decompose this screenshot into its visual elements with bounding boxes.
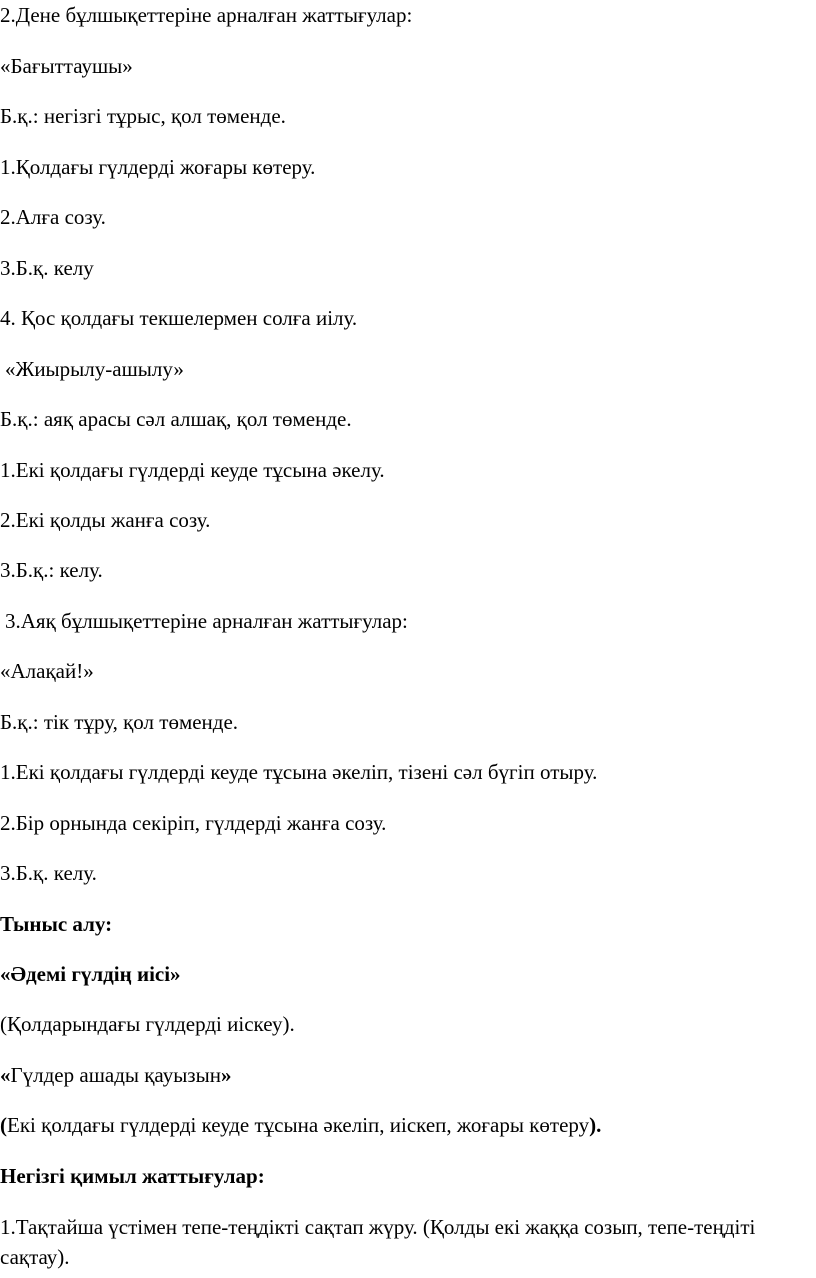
starting-position-2: Б.қ.: аяқ арасы сәл алшақ, қол төменде. [0,407,352,431]
exercise-step: 1.Екі қолдағы гүлдерді кеуде тұсына әкеліп, тізені сәл бүгіп отыру. [0,760,598,784]
exercise-step: 3.Б.қ. келу [0,256,94,280]
section-heading-leg-muscles: 3.Аяқ бұлшықеттеріне арналған жаттығулар: [5,609,408,633]
starting-position-3: Б.қ.: тік тұру, қол төменде. [0,710,239,734]
close-quote: » [220,1063,232,1087]
breathing-description-2 [0,1113,601,1137]
starting-position-1: Б.қ.: негізгі тұрыс, қол төменде. [0,104,286,128]
game-title-flower-scent: «Әдемі гүлдің иісі» [0,962,181,986]
open-quote: « [0,1063,11,1087]
game-title-zhiyrylu: «Жиырылу-ашылу» [5,357,184,381]
breathing-description-2-text: Екі қолдағы гүлдерді кеуде тұсына әкеліп, иіскеп, жоғары көтеру [7,1113,590,1137]
game-title-alakai: «Алақай!» [0,659,94,683]
close-paren: ). [589,1113,602,1137]
game-title-flowers-open [0,1063,231,1087]
section-heading-main-movements: Негізгі қимыл жаттығулар: [0,1164,265,1188]
exercise-step: 2.Бір орнында секіріп, гүлдерді жанға созу. [0,811,387,835]
exercise-step: 1.Қолдағы гүлдерді жоғары көтеру. [0,155,316,179]
exercise-step: 1.Екі қолдағы гүлдерді кеуде тұсына әкелу. [0,458,385,482]
section-heading-breathing: Тыныс алу: [0,912,113,936]
exercise-step: 3.Б.қ. келу. [0,861,97,885]
exercise-step: 3.Б.қ.: келу. [0,558,103,582]
game-title-flowers-open-text: Гүлдер ашады қауызын [10,1063,221,1087]
section-heading-body-muscles: 2.Дене бұлшықеттеріне арналған жаттығулар: [0,3,413,27]
breathing-description: (Қолдарындағы гүлдерді иіскеу). [0,1012,295,1036]
exercise-step: 2.Алға созу. [0,205,106,229]
open-paren: ( [0,1113,7,1137]
exercise-step: 2.Екі қолды жанға созу. [0,508,211,532]
game-title-bagyttaushy: «Бағыттаушы» [0,54,133,78]
exercise-step: 4. Қос қолдағы текшелермен солға иілу. [0,306,358,330]
main-movement-step: 1.Тақтайша үстімен тепе-теңдікті сақтап жүру. (Қолды екі жаққа созып, тепе-теңдіті сақтау). [0,1215,756,1269]
